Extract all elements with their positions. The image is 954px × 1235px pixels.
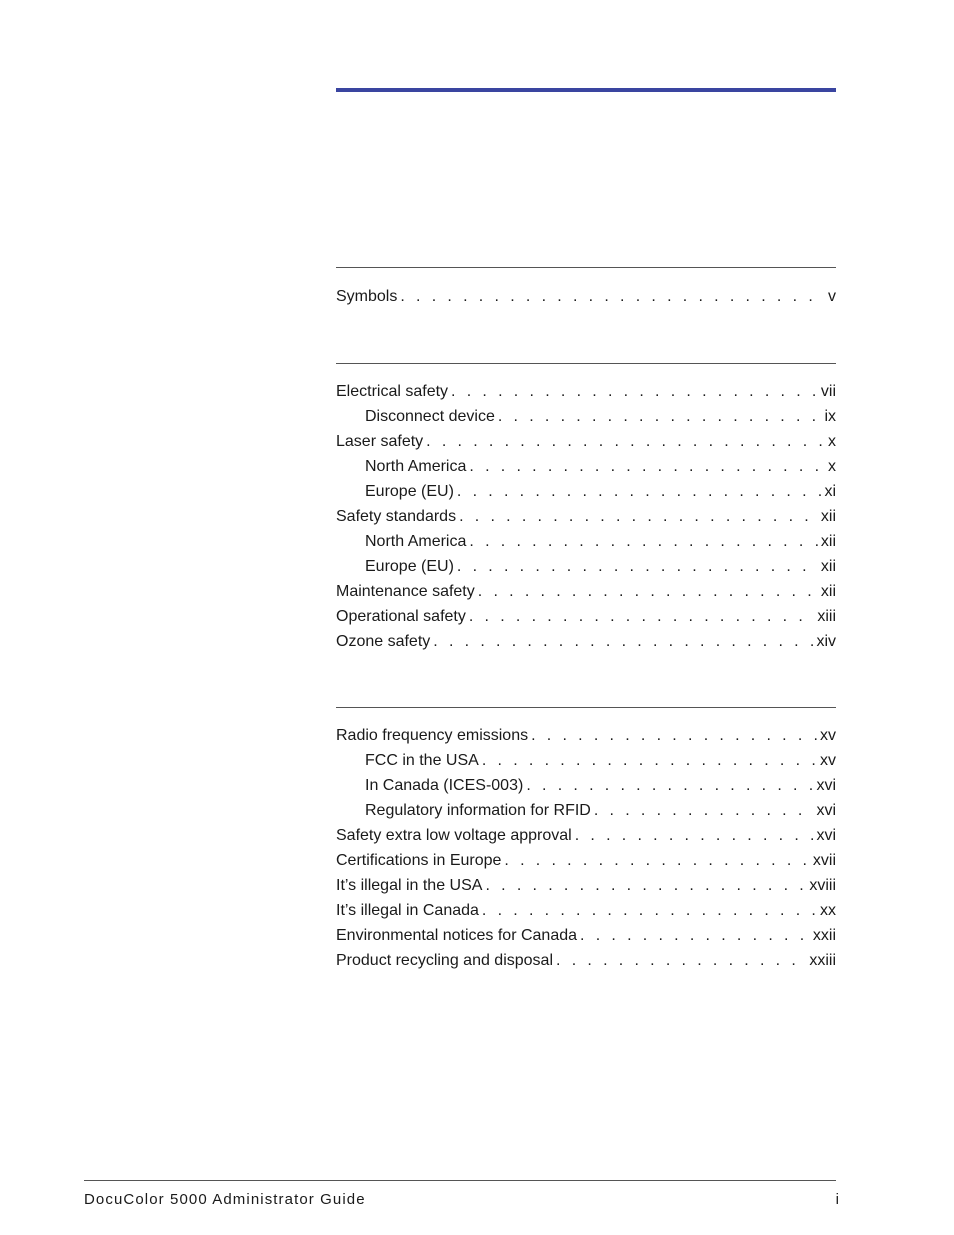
toc-entry-page: v bbox=[828, 288, 836, 305]
chapter-accent-rule bbox=[336, 88, 836, 92]
toc-entry[interactable] bbox=[336, 723, 836, 748]
toc-entry[interactable] bbox=[336, 798, 836, 823]
toc-entry[interactable] bbox=[336, 504, 836, 529]
toc-dot-leader bbox=[459, 504, 818, 529]
toc-entry[interactable] bbox=[336, 554, 836, 579]
toc-entry-page: xxii bbox=[812, 927, 836, 944]
toc-entry-page: xiii bbox=[817, 608, 836, 625]
toc-entry-title: Laser safety bbox=[336, 433, 424, 450]
toc-entry-title: Certifications in Europe bbox=[336, 852, 502, 869]
toc-entry[interactable] bbox=[336, 848, 836, 873]
toc-entry-title: Regulatory information for RFID bbox=[365, 802, 591, 819]
toc-section-3 bbox=[336, 707, 836, 973]
toc-entry[interactable] bbox=[336, 629, 836, 654]
toc-entry-title: Europe (EU) bbox=[365, 483, 454, 500]
toc-entry-page: xii bbox=[820, 558, 836, 575]
toc-entry-page: vii bbox=[820, 383, 836, 400]
toc-entry-title: In Canada (ICES-003) bbox=[365, 777, 524, 794]
toc-entry-title: Environmental notices for Canada bbox=[336, 927, 578, 944]
toc-dot-leader bbox=[400, 284, 825, 309]
toc-entry-page: xi bbox=[824, 483, 836, 500]
toc-dot-leader bbox=[580, 923, 810, 948]
toc-dot-leader bbox=[482, 898, 817, 923]
toc-dot-leader bbox=[451, 379, 818, 404]
toc-dot-leader bbox=[482, 748, 817, 773]
toc-entry-page: xx bbox=[820, 902, 836, 919]
toc-entry[interactable] bbox=[336, 948, 836, 973]
toc-dot-leader bbox=[531, 723, 817, 748]
toc-dot-leader bbox=[469, 529, 818, 554]
footer-document-title: DocuColor 5000 Administrator Guide bbox=[84, 1191, 366, 1208]
toc-dot-leader bbox=[498, 404, 822, 429]
toc-list bbox=[336, 379, 836, 654]
toc-entry[interactable] bbox=[336, 404, 836, 429]
toc-section-2 bbox=[336, 363, 836, 654]
toc-dot-leader bbox=[594, 798, 814, 823]
toc-entry-page: xvi bbox=[816, 777, 836, 794]
toc-entry-title: Safety standards bbox=[336, 508, 457, 525]
toc-dot-leader bbox=[575, 823, 814, 848]
toc-dot-leader bbox=[469, 454, 825, 479]
toc-list bbox=[336, 723, 836, 973]
toc-dot-leader bbox=[457, 479, 822, 504]
toc-entry-page: xv bbox=[820, 727, 836, 744]
toc-entry[interactable] bbox=[336, 604, 836, 629]
toc-entry[interactable] bbox=[336, 479, 836, 504]
toc-entry[interactable] bbox=[336, 823, 836, 848]
toc-entry[interactable] bbox=[336, 923, 836, 948]
toc-entry-title: Product recycling and disposal bbox=[336, 952, 554, 969]
toc-entry-page: xviii bbox=[809, 877, 836, 894]
toc-entry-page: x bbox=[828, 433, 836, 450]
toc-entry[interactable] bbox=[336, 873, 836, 898]
toc-entry-page: xii bbox=[820, 533, 836, 550]
toc-entry[interactable] bbox=[336, 284, 836, 309]
toc-entry-title: North America bbox=[365, 458, 467, 475]
section-rule bbox=[336, 707, 836, 708]
toc-dot-leader bbox=[504, 848, 809, 873]
toc-entry-page: xxiii bbox=[809, 952, 836, 969]
toc-entry[interactable] bbox=[336, 773, 836, 798]
toc-entry-page: xv bbox=[820, 752, 836, 769]
toc-entry[interactable] bbox=[336, 898, 836, 923]
toc-entry[interactable] bbox=[336, 579, 836, 604]
toc-dot-leader bbox=[478, 579, 818, 604]
toc-entry-page: xvi bbox=[816, 802, 836, 819]
toc-entry-title: Ozone safety bbox=[336, 633, 431, 650]
toc-entry-page: xvi bbox=[816, 827, 836, 844]
toc-entry-page: xiv bbox=[816, 633, 836, 650]
toc-entry-title: Safety extra low voltage approval bbox=[336, 827, 572, 844]
toc-entry-page: xii bbox=[820, 583, 836, 600]
toc-entry[interactable] bbox=[336, 454, 836, 479]
toc-dot-leader bbox=[426, 429, 825, 454]
toc-dot-leader bbox=[457, 554, 818, 579]
section-rule bbox=[336, 363, 836, 364]
toc-dot-leader bbox=[526, 773, 813, 798]
toc-entry-title: Disconnect device bbox=[365, 408, 495, 425]
toc-entry-title: It’s illegal in Canada bbox=[336, 902, 479, 919]
toc-dot-leader bbox=[485, 873, 806, 898]
toc-dot-leader bbox=[556, 948, 806, 973]
toc-entry-title: Symbols bbox=[336, 288, 398, 305]
toc-dot-leader bbox=[433, 629, 813, 654]
toc-list bbox=[336, 284, 836, 309]
toc-entry[interactable] bbox=[336, 379, 836, 404]
toc-entry-title: North America bbox=[365, 533, 467, 550]
toc-entry-title: Maintenance safety bbox=[336, 583, 475, 600]
toc-entry-title: Europe (EU) bbox=[365, 558, 454, 575]
toc-entry-page: xii bbox=[820, 508, 836, 525]
toc-dot-leader bbox=[469, 604, 814, 629]
footer-page-number: i bbox=[835, 1191, 839, 1208]
toc-entry-title: Radio frequency emissions bbox=[336, 727, 529, 744]
toc-section-1 bbox=[336, 267, 836, 309]
toc-entry-title: Operational safety bbox=[336, 608, 466, 625]
toc-entry[interactable] bbox=[336, 529, 836, 554]
toc-entry-page: ix bbox=[824, 408, 836, 425]
toc-entry-title: Electrical safety bbox=[336, 383, 449, 400]
toc-entry[interactable] bbox=[336, 429, 836, 454]
toc-entry-title: FCC in the USA bbox=[365, 752, 479, 769]
toc-entry-page: x bbox=[828, 458, 836, 475]
section-rule bbox=[336, 267, 836, 268]
toc-entry-page: xvii bbox=[812, 852, 836, 869]
toc-entry-title: It’s illegal in the USA bbox=[336, 877, 483, 894]
toc-entry[interactable] bbox=[336, 748, 836, 773]
footer-rule bbox=[84, 1180, 836, 1181]
